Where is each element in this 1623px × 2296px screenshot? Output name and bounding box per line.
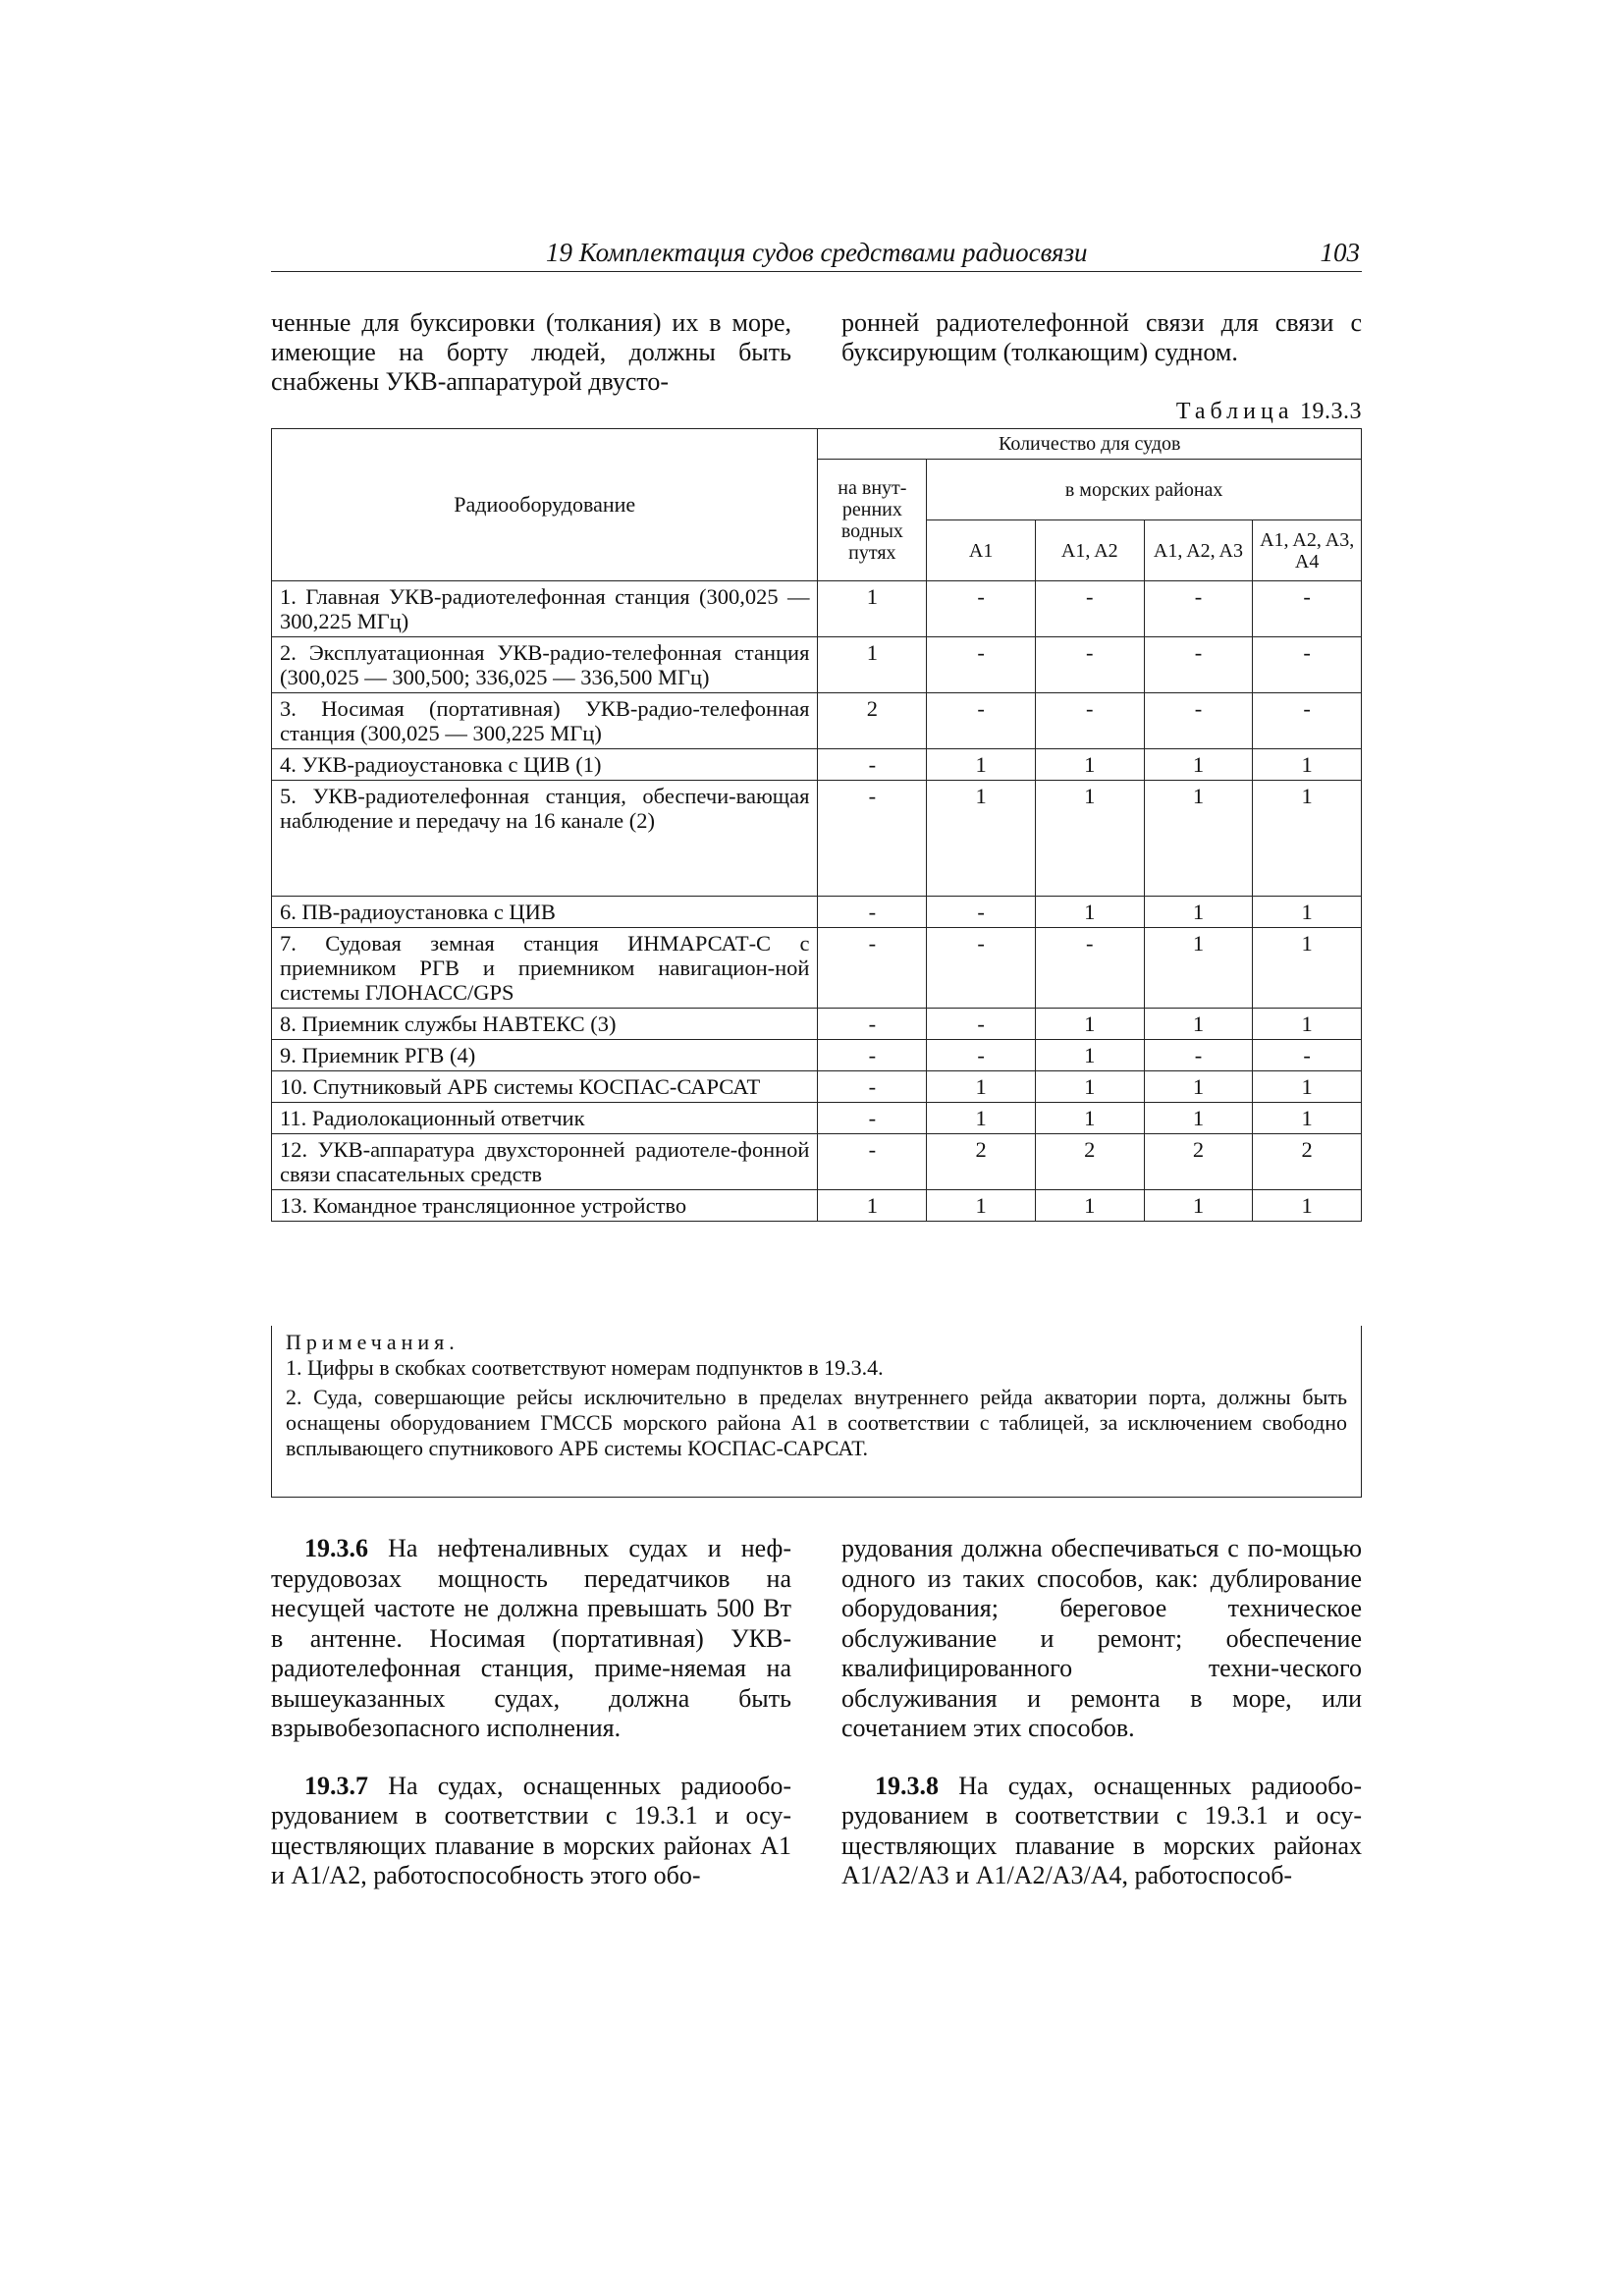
value-a1: 2 — [927, 1134, 1036, 1190]
body-columns — [271, 1534, 1362, 1891]
value-inland: - — [818, 1134, 927, 1190]
equipment-name: 7. Судовая земная станция ИНМАРСАТ-С с приемником РГВ и приемником навигацион-ной системы ГЛОНАСС/GPS — [272, 928, 818, 1009]
value-a1a2: 1 — [1035, 1071, 1144, 1103]
value-a1a2a3: 2 — [1144, 1134, 1253, 1190]
table-body — [272, 581, 1362, 1222]
value-a1a2a3: 1 — [1144, 781, 1253, 897]
header-a1a2a3a4: A1, A2, A3, A4 — [1253, 520, 1362, 581]
equipment-name: 9. Приемник РГВ (4) — [272, 1040, 818, 1071]
value-inland: - — [818, 1040, 927, 1071]
equipment-name: 3. Носимая (портативная) УКВ-радио-телефонная станция (300,025 — 300,225 МГц) — [272, 693, 818, 749]
header-row-1 — [272, 429, 1362, 460]
value-a1a2a3: - — [1144, 637, 1253, 693]
table-row — [272, 928, 1362, 1009]
value-a1: - — [927, 1009, 1036, 1040]
value-inland: - — [818, 897, 927, 928]
note-item: 1. Цифры в скобках соответствуют номерам подпунктов в 19.3.4. — [286, 1355, 884, 1380]
value-inland: - — [818, 749, 927, 781]
table-row — [272, 1009, 1362, 1040]
value-inland: 1 — [818, 637, 927, 693]
value-a1a2a3a4: - — [1253, 1040, 1362, 1071]
value-a1a2: 1 — [1035, 1190, 1144, 1222]
value-a1: 1 — [927, 749, 1036, 781]
intro-right-text: ронней радиотелефонной связи для связи с буксирующим (толкающим) судном. — [841, 308, 1362, 366]
value-a1a2: 1 — [1035, 749, 1144, 781]
table-row — [272, 749, 1362, 781]
table-row — [272, 897, 1362, 928]
header-a1a2a3: A1, A2, A3 — [1144, 520, 1253, 581]
section-number: 19.3.6 — [304, 1534, 368, 1562]
table-row — [272, 637, 1362, 693]
value-a1a2: - — [1035, 928, 1144, 1009]
value-a1a2a3: 1 — [1144, 928, 1253, 1009]
value-a1a2a3a4: - — [1253, 637, 1362, 693]
table-row — [272, 1040, 1362, 1071]
value-a1: 1 — [927, 1103, 1036, 1134]
equipment-name: 6. ПВ-радиоустановка с ЦИВ — [272, 897, 818, 928]
table-notes — [271, 1326, 1362, 1498]
value-a1a2a3a4: 1 — [1253, 1009, 1362, 1040]
value-a1: - — [927, 928, 1036, 1009]
table-row — [272, 781, 1362, 897]
header-equipment: Радиооборудование — [272, 429, 818, 581]
value-a1a2: - — [1035, 581, 1144, 637]
paragraph-text: На судах, оснащенных радиообо-рудованием в соответствии с 19.3.1 и осу-ществляющих плавание в морских районах A1 и A1/A2, работоспособность этого обо- — [271, 1771, 792, 1889]
table-caption-word: Таблица — [1175, 399, 1294, 424]
value-a1a2a3: 1 — [1144, 897, 1253, 928]
equipment-name: 2. Эксплуатационная УКВ-радио-телефонная станция (300,025 — 300,500; 336,025 — 336,500 МГц) — [272, 637, 818, 693]
intro-right-column — [841, 308, 1362, 397]
value-a1a2a3: 1 — [1144, 1190, 1253, 1222]
value-a1a2a3a4: 1 — [1253, 1071, 1362, 1103]
value-inland: - — [818, 928, 927, 1009]
header-a1: A1 — [927, 520, 1036, 581]
section-number: 19.3.7 — [304, 1771, 368, 1800]
value-a1a2a3: - — [1144, 581, 1253, 637]
value-inland: - — [818, 1071, 927, 1103]
value-inland: 1 — [818, 581, 927, 637]
running-head — [271, 236, 1362, 272]
value-a1a2: - — [1035, 637, 1144, 693]
value-a1: 1 — [927, 1071, 1036, 1103]
equipment-name: 11. Радиолокационный ответчик — [272, 1103, 818, 1134]
value-a1a2a3a4: 1 — [1253, 749, 1362, 781]
page-number: 103 — [1320, 238, 1360, 267]
intro-left-column — [271, 308, 791, 397]
table-row — [272, 693, 1362, 749]
paragraph-19-3-6 — [271, 1534, 791, 1744]
value-a1a2a3: 1 — [1144, 1071, 1253, 1103]
body-left-column — [271, 1534, 791, 1891]
value-inland: 1 — [818, 1190, 927, 1222]
value-a1a2a3a4: 2 — [1253, 1134, 1362, 1190]
value-a1a2a3a4: 1 — [1253, 781, 1362, 897]
value-a1a2: 1 — [1035, 897, 1144, 928]
note-item: 2. Суда, совершающие рейсы исключительно в пределах внутреннего рейда акватории порта, должны быть оснащены оборудованием ГМССБ морского района A1 в соответствии с таблицей, за исключением свободно всплывающего спутникового АРБ системы КОСПАС-САРСАТ. — [286, 1385, 1347, 1460]
value-a1a2a3a4: 1 — [1253, 897, 1362, 928]
value-a1a2a3: - — [1144, 693, 1253, 749]
value-a1a2a3: 1 — [1144, 1009, 1253, 1040]
value-inland: - — [818, 1103, 927, 1134]
equipment-name: 1. Главная УКВ-радиотелефонная станция (300,025 — 300,225 МГц) — [272, 581, 818, 637]
value-a1a2: 2 — [1035, 1134, 1144, 1190]
table-row — [272, 581, 1362, 637]
value-a1: 1 — [927, 781, 1036, 897]
value-a1: - — [927, 693, 1036, 749]
body-right-column — [841, 1534, 1362, 1891]
value-a1a2a3a4: 1 — [1253, 1103, 1362, 1134]
value-inland: 2 — [818, 693, 927, 749]
intro-columns — [271, 308, 1362, 397]
value-a1: - — [927, 897, 1036, 928]
chapter-title: 19 Комплектация судов средствами радиосвязи — [546, 238, 1088, 267]
table-row — [272, 1134, 1362, 1190]
header-quantity: Количество для судов — [818, 429, 1362, 460]
table-row — [272, 1190, 1362, 1222]
equipment-name: 12. УКВ-аппаратура двухсторонней радиотеле-фонной связи спасательных средств — [272, 1134, 818, 1190]
equipment-name: 5. УКВ-радиотелефонная станция, обеспечи-вающая наблюдение и передачу на 16 канале (2) — [272, 781, 818, 897]
value-a1: - — [927, 581, 1036, 637]
value-inland: - — [818, 1009, 927, 1040]
equipment-name: 8. Приемник службы НАВТЕКС (3) — [272, 1009, 818, 1040]
table-caption-number: 19.3.3 — [1300, 399, 1362, 424]
paragraph-19-3-8 — [841, 1772, 1362, 1891]
value-a1a2: 1 — [1035, 781, 1144, 897]
table-row — [272, 1103, 1362, 1134]
value-a1a2: 1 — [1035, 1009, 1144, 1040]
value-a1a2: 1 — [1035, 1040, 1144, 1071]
value-a1a2a3: 1 — [1144, 1103, 1253, 1134]
value-a1: - — [927, 637, 1036, 693]
equipment-name: 4. УКВ-радиоустановка с ЦИВ (1) — [272, 749, 818, 781]
paragraph-text: На судах, оснащенных радиообо-рудованием в соответствии с 19.3.1 и осу-ществляющих плавание в морских районах A1/A2/A3 и A1/A2/A3/A4, работоспособ- — [841, 1771, 1363, 1889]
header-inland: на внут-ренних водных путях — [818, 460, 927, 581]
table-row — [272, 1071, 1362, 1103]
value-a1a2a3: 1 — [1144, 749, 1253, 781]
value-a1a2a3a4: 1 — [1253, 928, 1362, 1009]
paragraph-19-3-7-continued: рудования должна обеспечиваться с по-мощью одного из таких способов, как: дублирование оборудования; береговое техническое обслуживание и ремонт; обеспечение квалифицированного техни-ческого обслуживания и ремонта в море, или сочетанием этих способов. — [841, 1534, 1362, 1742]
table-caption — [1176, 399, 1362, 425]
equipment-name: 10. Спутниковый АРБ системы КОСПАС-САРСАТ — [272, 1071, 818, 1103]
paragraph-19-3-7 — [271, 1772, 791, 1891]
value-a1a2a3a4: 1 — [1253, 1190, 1362, 1222]
value-a1a2a3: - — [1144, 1040, 1253, 1071]
notes-title: Примечания. — [286, 1330, 460, 1354]
section-number: 19.3.8 — [875, 1771, 939, 1800]
value-a1a2a3a4: - — [1253, 581, 1362, 637]
header-sea-areas: в морских районах — [927, 460, 1362, 520]
equipment-name: 13. Командное трансляционное устройство — [272, 1190, 818, 1222]
equipment-table — [271, 428, 1362, 1222]
value-a1a2a3a4: - — [1253, 693, 1362, 749]
value-a1a2: - — [1035, 693, 1144, 749]
value-a1: - — [927, 1040, 1036, 1071]
value-a1: 1 — [927, 1190, 1036, 1222]
value-inland: - — [818, 781, 927, 897]
paragraph-text: На нефтеналивных судах и неф-терудовозах мощность передатчиков на несущей частоте не должна превышать 500 Вт в антенне. Носимая (портативная) УКВ-радиотелефонная станция, приме-няемая на вышеуказанных судах, должна быть взрывобезопасного исполнения. — [271, 1534, 792, 1742]
header-a1a2: A1, A2 — [1035, 520, 1144, 581]
intro-left-text: ченные для буксировки (толкания) их в море, имеющие на борту людей, должны быть снабжены УКВ-аппаратурой двусто- — [271, 308, 791, 396]
value-a1a2: 1 — [1035, 1103, 1144, 1134]
